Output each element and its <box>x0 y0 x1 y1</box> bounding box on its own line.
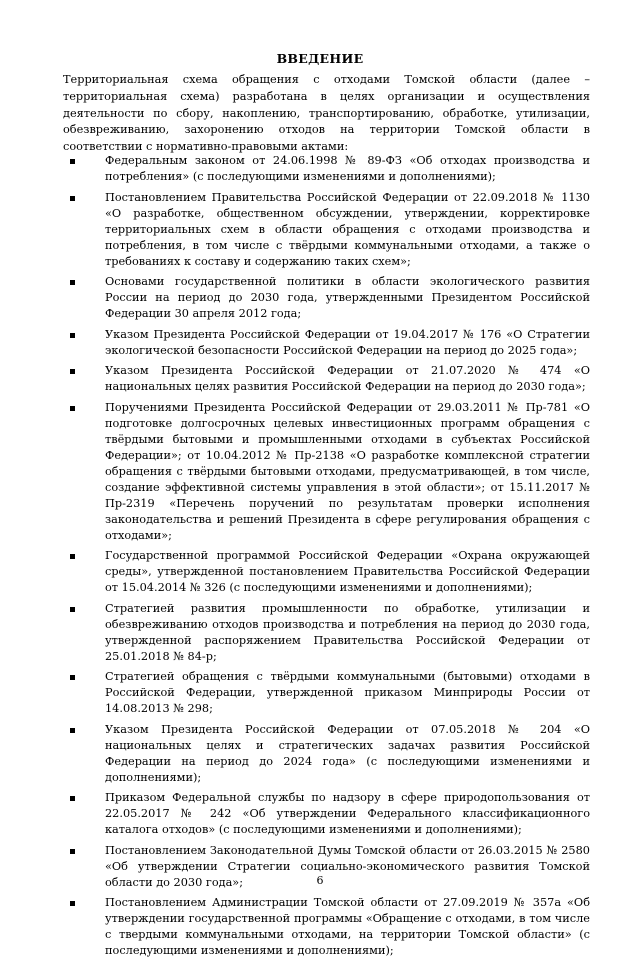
list-item <box>70 274 590 322</box>
list-item-text: Постановлением Администрации Томской области от 27.09.2019 № 357а «Об утверждении государственной программы «Обращение с отходами, в том числе с твердыми коммунальными отходами, на территории Томской области» (с последующими изменениями и дополнениями); <box>105 896 590 957</box>
list-item <box>70 153 590 185</box>
bullet-icon <box>70 369 75 374</box>
bullet-icon <box>70 406 75 411</box>
bullet-icon <box>70 901 75 906</box>
page-number: 6 <box>316 874 324 887</box>
list-item-text: Указом Президента Российской Федерации от 07.05.2018 № 204 «О национальных целях и стратегических задачах развития Российской Федерации на период до 2024 года» (с последующими изменениями и дополнениями); <box>105 722 590 784</box>
list-item-text: Государственной программой Российской Федерации «Охрана окружающей среды», утвержденной постановлением Правительства Российской Федерации от 15.04.2014 № 326 (с последующими изменениями и дополнениями); <box>105 549 590 594</box>
bullet-icon <box>70 728 75 733</box>
list-item-text: Основами государственной политики в области экологического развития России на период до 2030 года, утвержденными Президентом Российской Федерации 30 апреля 2012 года; <box>105 275 590 320</box>
list-item-text: Приказом Федеральной службы по надзору в сфере природопользования от 22.05.2017 № 242 «Об утверждении Федерального классификационного каталога отходов» (с последующими изменениями и дополнениями); <box>105 791 590 836</box>
list-item-text: Постановлением Правительства Российской Федерации от 22.09.2018 № 1130 «О разработке, общественном обсуждении, утверждении, корректировке территориальных схем в области обращения с отходами производства и потребления, в том числе с твёрдыми коммунальными отходами, а также о требованиях к составу и содержанию таких схем»; <box>105 190 590 268</box>
list-item <box>70 722 590 786</box>
list-item-text: Стратегией обращения с твёрдыми коммунальными (бытовыми) отходами в Российской Федерации, утвержденной приказом Минприроды России от 14.08.2013 № 298; <box>105 670 590 715</box>
list-item <box>70 601 590 665</box>
list-item <box>70 190 590 270</box>
list-item-text: Постановлением Законодательной Думы Томской области от 26.03.2015 № 2580 «Об утверждении Стратегии социально-экономического развития Томской области до 2030 года»; <box>105 843 590 889</box>
page-title: ВВЕДЕНИЕ <box>276 51 364 66</box>
list-item-text: Указом Президента Российской Федерации от 21.07.2020 № 474 «О национальных целях развития Российской Федерации на период до 2030 года»; <box>105 364 590 393</box>
legal-acts-list <box>70 153 590 964</box>
list-item-text: Стратегией развития промышленности по обработке, утилизации и обезвреживанию отходов производства и потребления на период до 2030 года, утвержденной распоряжением Правительства Российской Федерации от 25.01.2018 № 84-р; <box>105 601 590 663</box>
bullet-icon <box>70 196 75 201</box>
list-item-text: Поручениями Президента Российской Федерации от 29.03.2011 № Пр-781 «О подготовке долгосрочных целевых инвестиционных программ обращения с твёрдыми бытовыми и промышленными отходами в субъектах Российской Федерации»; от 10.04.2012 № Пр-2138 «О разработке комплексной стратегии обращения с твёрдыми бытовыми отходами, предусматривающей, в том числе, создание эффективной системы управления в этой области»; от 15.11.2017 № Пр-2319 «Перечень поручений по результатам проверки исполнения законодательства и решений Президента в сфере регулирования обращения с отходами»; <box>105 400 590 542</box>
list-item <box>70 363 590 395</box>
list-item <box>70 400 590 544</box>
bullet-icon <box>70 675 75 680</box>
list-item <box>70 669 590 717</box>
bullet-icon <box>70 554 75 559</box>
bullet-icon <box>70 159 75 164</box>
intro-paragraph: Территориальная схема обращения с отходами Томской области (далее – территориальная схема) разработана в целях организации и осуществления деятельности по сбору, накоплению, транспортированию, обработке, утилизации, обезвреживанию, захоронению отходов на территории Томской области в соответствии с нормативно-правовыми актами: <box>63 73 590 154</box>
list-item-text: Федеральным законом от 24.06.1998 № 89-ФЗ «Об отходах производства и потребления» (с последующими изменениями и дополнениями); <box>105 154 590 183</box>
bullet-icon <box>70 796 75 801</box>
bullet-icon <box>70 280 75 285</box>
bullet-icon <box>70 849 75 854</box>
bullet-icon <box>70 607 75 612</box>
list-item-text: Указом Президента Российской Федерации от 19.04.2017 № 176 «О Стратегии экологической безопасности Российской Федерации на период до 2025 года»; <box>105 327 590 357</box>
bullet-icon <box>70 333 75 338</box>
list-item <box>70 327 590 359</box>
list-item <box>70 548 590 596</box>
list-item <box>70 790 590 838</box>
